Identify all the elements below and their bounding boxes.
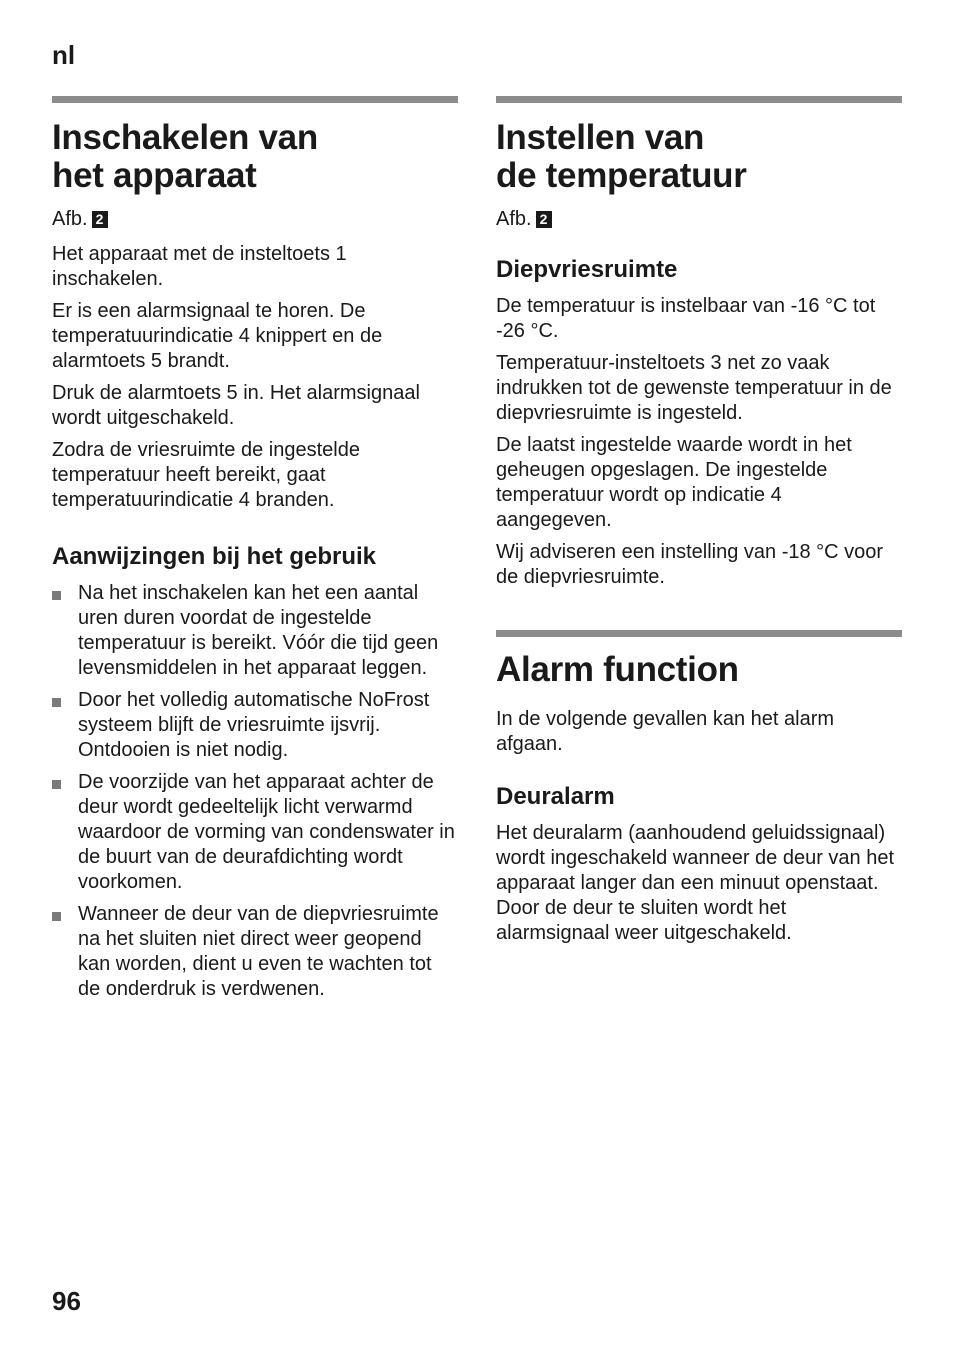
square-bullet-icon bbox=[52, 698, 61, 707]
subheading-door-alarm: Deuralarm bbox=[496, 783, 615, 810]
section-title-switch-on bbox=[52, 119, 458, 195]
subheading-freezer: Diepvriesruimte bbox=[496, 256, 678, 283]
paragraph: Er is een alarmsignaal te horen. De temperatuurindicatie 4 knippert en de alarmtoets 5 brandt. bbox=[52, 300, 383, 372]
paragraph: Wij adviseren een instelling van -18 °C voor de diepvriesruimte. bbox=[496, 541, 884, 588]
list-item bbox=[52, 770, 458, 895]
square-bullet-icon bbox=[52, 780, 61, 789]
list-item-text: Door het volledig automatische NoFrost systeem blijft de vriesruimte ijsvrij. Ontdooien is niet nodig. bbox=[78, 689, 430, 761]
list-item bbox=[52, 688, 458, 763]
figure-reference bbox=[52, 207, 458, 232]
right-column bbox=[496, 96, 902, 953]
paragraph: Het apparaat met de insteltoets 1 inschakelen. bbox=[52, 243, 347, 290]
paragraph: De laatst ingestelde waarde wordt in het geheugen opgeslagen. De ingestelde temperatuur wordt op indicatie 4 aangegeven. bbox=[496, 434, 852, 531]
paragraph: De temperatuur is instelbaar van -16 °C tot -26 °C. bbox=[496, 295, 876, 342]
square-bullet-icon bbox=[52, 912, 61, 921]
list-item bbox=[52, 902, 458, 1002]
paragraph: Temperatuur-insteltoets 3 net zo vaak indrukken tot de gewenste temperatuur in de diepvriesruimte is ingesteld. bbox=[496, 352, 892, 424]
list-item-text: Wanneer de deur van de diepvriesruimte na het sluiten niet direct weer geopend kan worden, dient u even te wachten tot de onderdruk is verdwenen. bbox=[78, 903, 439, 1000]
language-label: nl bbox=[52, 40, 76, 70]
list-item-text: Na het inschakelen kan het een aantal uren duren voordat de ingestelde temperatuur is bereikt. Vóór die tijd geen levensmiddelen in het apparaat leggen. bbox=[78, 582, 439, 679]
paragraph: Het deuralarm (aanhoudend geluidssignaal) wordt ingeschakeld wanneer de deur van het apparaat langer dan een minuut openstaat. Door de deur te sluiten wordt het alarmsignaal weer uitgeschakeld. bbox=[496, 822, 895, 944]
figure-reference bbox=[496, 207, 902, 232]
page-number: 96 bbox=[52, 1286, 81, 1316]
alarm-section bbox=[496, 630, 902, 946]
title-line-1: Inschakelen van bbox=[52, 118, 318, 157]
list-item bbox=[52, 581, 458, 681]
figure-label: Afb. bbox=[496, 208, 532, 230]
paragraph: Zodra de vriesruimte de ingestelde temperatuur heeft bereikt, gaat temperatuurindicatie 4 branden. bbox=[52, 439, 360, 511]
left-column bbox=[52, 96, 458, 1009]
section-title-temperature bbox=[496, 119, 902, 195]
subheading-usage-notes: Aanwijzingen bij het gebruik bbox=[52, 543, 377, 570]
section-divider bbox=[496, 630, 902, 637]
title-line-2: het apparaat bbox=[52, 156, 257, 195]
figure-number-badge: 2 bbox=[92, 211, 108, 228]
title-line-1: Instellen van bbox=[496, 118, 705, 157]
bullet-list bbox=[52, 581, 458, 1002]
section-divider bbox=[52, 96, 458, 103]
paragraph: Druk de alarmtoets 5 in. Het alarmsignaal wordt uitgeschakeld. bbox=[52, 382, 420, 429]
list-item-text: De voorzijde van het apparaat achter de deur wordt gedeeltelijk licht verwarmd waardoor de vorming van condenswater in de buurt van de deurafdichting wordt voorkomen. bbox=[78, 771, 455, 893]
section-divider bbox=[496, 96, 902, 103]
paragraph: In de volgende gevallen kan het alarm afgaan. bbox=[496, 708, 835, 755]
square-bullet-icon bbox=[52, 591, 61, 600]
figure-label: Afb. bbox=[52, 208, 88, 230]
title-line-2: de temperatuur bbox=[496, 156, 747, 195]
section-title-alarm: Alarm function bbox=[496, 650, 739, 689]
figure-number-badge: 2 bbox=[536, 211, 552, 228]
